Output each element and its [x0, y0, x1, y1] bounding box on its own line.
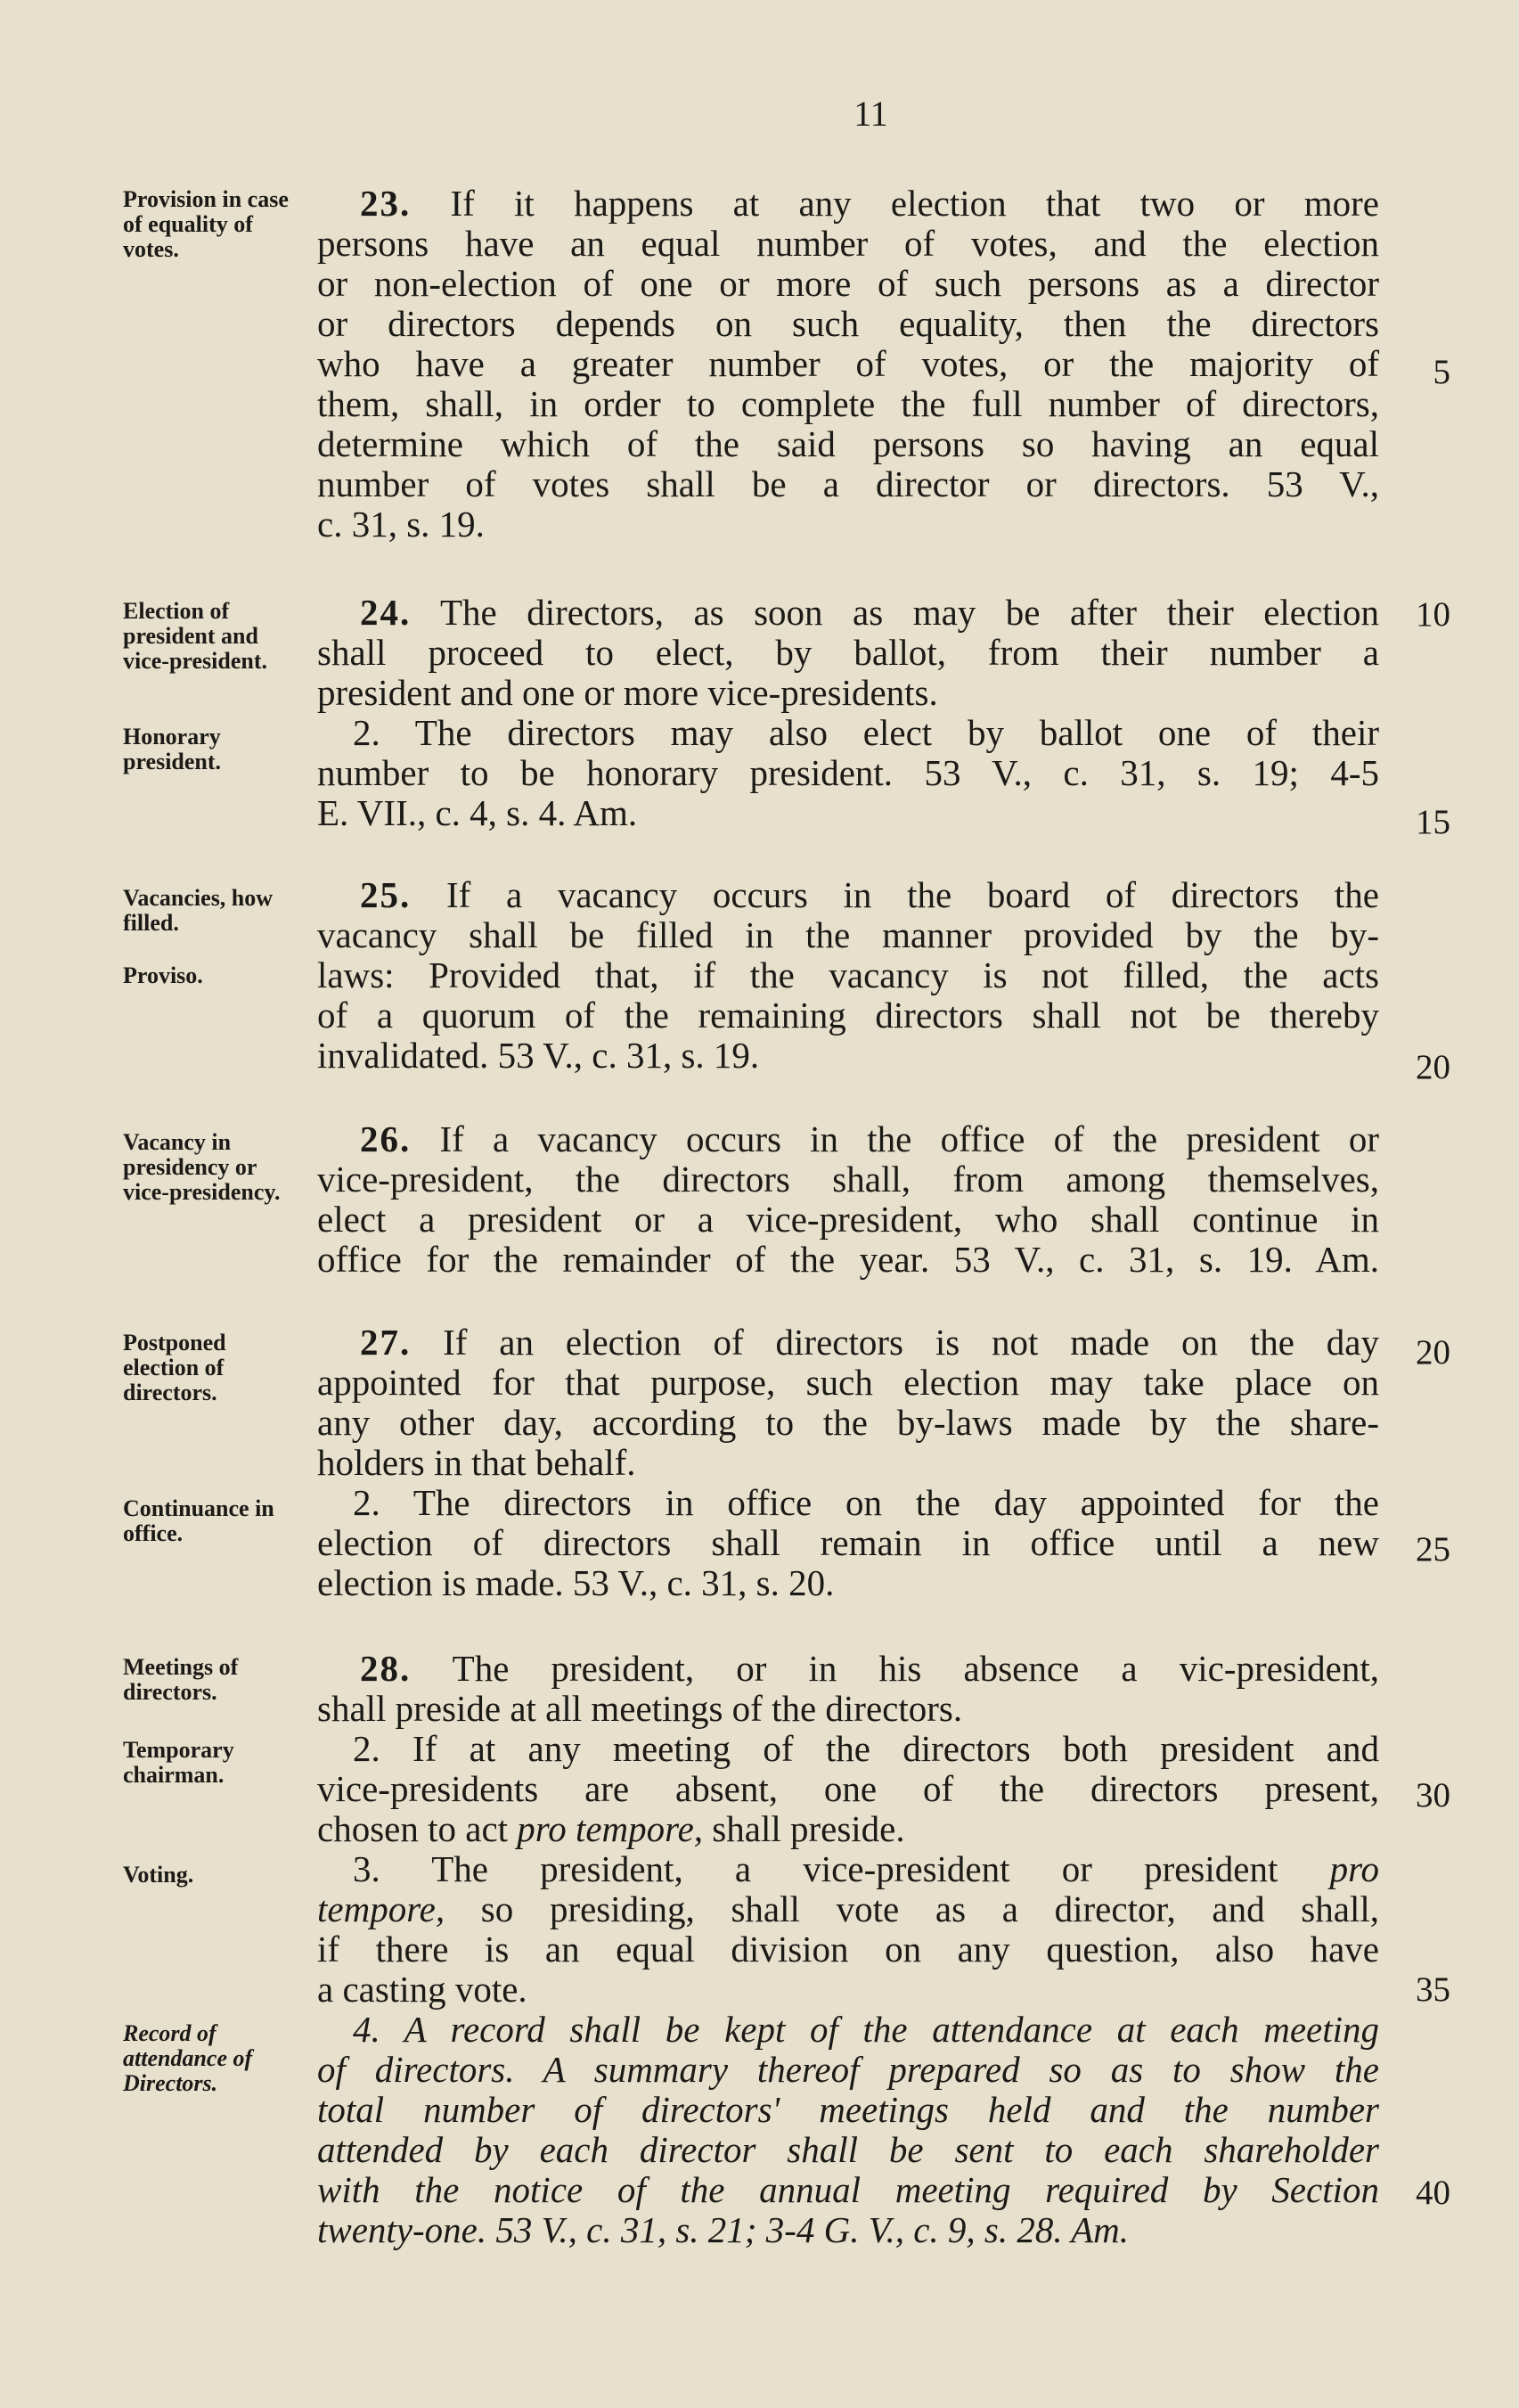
text-line: twenty-one. 53 V., c. 31, s. 21; 3-4 G. V., c. 9, s. 28. Am.	[317, 2209, 1130, 2250]
text-line: chosen to act pro tempore, shall preside.	[317, 1808, 905, 1849]
margin-note-honorary-president: Honorary president.	[123, 724, 222, 774]
text-line: a casting vote.	[317, 1969, 527, 2010]
text-line: shall preside at all meetings of the directors.	[317, 1688, 963, 1729]
margin-note-continuance: Continuance in office.	[123, 1495, 274, 1546]
line-number: 15	[1416, 803, 1450, 841]
text-line: c. 31, s. 19.	[317, 504, 485, 545]
text-line: 4. A record shall be kept of the attendance at each meeting	[353, 2009, 1379, 2050]
line-number: 5	[1433, 353, 1450, 391]
text-line: determine which of the said persons so having an equal	[317, 423, 1379, 464]
text-line: or non-election of one or more of such persons as a director	[317, 263, 1379, 304]
text-line: 25. If a vacancy occurs in the board of directors the	[317, 875, 1379, 915]
text-line: 28. The president, or in his absence a vic-president,	[317, 1649, 1379, 1689]
margin-note-equality-of-votes: Provision in case of equality of votes.	[123, 186, 289, 262]
line-number: 10	[1416, 595, 1450, 634]
text-line: holders in that behalf.	[317, 1442, 636, 1483]
text-line: election is made. 53 V., c. 31, s. 20.	[317, 1562, 835, 1603]
text-line: 2. The directors may also elect by ballot one of their	[353, 712, 1379, 753]
text-line: E. VII., c. 4, s. 4. Am.	[317, 792, 638, 833]
text-line: invalidated. 53 V., c. 31, s. 19.	[317, 1035, 760, 1076]
margin-note-vacancies: Vacancies, how filled.	[123, 885, 274, 936]
text-line: election of directors shall remain in office until a new	[317, 1522, 1379, 1563]
line-number: 35	[1416, 1970, 1450, 2009]
text-line: vice-presidents are absent, one of the directors present,	[317, 1768, 1379, 1809]
line-number: 25	[1416, 1530, 1450, 1568]
line-number: 20	[1416, 1048, 1450, 1086]
text-line: 23. If it happens at any election that two or more	[317, 184, 1379, 224]
text-line: 26. If a vacancy occurs in the office of the president or	[317, 1119, 1379, 1159]
margin-note-voting: Voting.	[123, 1862, 194, 1888]
text-line: vacancy shall be filled in the manner provided by the by-	[317, 914, 1379, 955]
line-number: 20	[1416, 1333, 1450, 1372]
text-line: laws: Provided that, if the vacancy is not filled, the acts	[317, 954, 1379, 995]
section-number: 27.	[360, 1322, 412, 1363]
section-number: 23.	[360, 183, 412, 224]
margin-note-temporary-chairman: Temporary chairman.	[123, 1737, 234, 1788]
text-line: of a quorum of the remaining directors shall not be thereby	[317, 995, 1379, 1036]
text-line: 27. If an election of directors is not made on the day	[317, 1323, 1379, 1363]
section-number: 25.	[360, 874, 412, 915]
text-line: any other day, according to the by-laws made by the share-	[317, 1402, 1379, 1443]
page-number: 11	[853, 94, 888, 134]
margin-note-election-of-president: Election of president and vice-president.	[123, 598, 267, 674]
text-line: if there is an equal division on any question, also have	[317, 1929, 1379, 1970]
text-line: persons have an equal number of votes, and the election	[317, 223, 1379, 264]
text-line: elect a president or a vice-president, who shall continue in	[317, 1199, 1379, 1240]
margin-note-postponed-election: Postponed election of directors.	[123, 1330, 226, 1405]
text-line: 2. If at any meeting of the directors both president and	[353, 1728, 1379, 1769]
text-line: tempore, so presiding, shall vote as a director, and shall,	[317, 1888, 1379, 1929]
margin-note-meetings: Meetings of directors.	[123, 1654, 239, 1705]
text-line: office for the remainder of the year. 53 V., c. 31, s. 19. Am.	[317, 1239, 1379, 1280]
text-line: president and one or more vice-presidents.	[317, 672, 938, 713]
text-line: 24. The directors, as soon as may be after their election	[317, 593, 1379, 633]
text-line: total number of directors' meetings held and the number	[317, 2089, 1379, 2130]
text-line: with the notice of the annual meeting required by Section	[317, 2169, 1379, 2210]
text-line: who have a greater number of votes, or the majority of	[317, 343, 1379, 384]
line-number: 30	[1416, 1776, 1450, 1814]
margin-note-record-attendance: Record of attendance of Directors.	[123, 2020, 253, 2096]
section-number: 24.	[360, 592, 412, 633]
section-number: 26.	[360, 1118, 412, 1159]
text-line: appointed for that purpose, such election may take place on	[317, 1362, 1379, 1403]
margin-note-vacancy-presidency: Vacancy in presidency or vice-presidency.	[123, 1129, 281, 1205]
text-line: 2. The directors in office on the day appointed for the	[353, 1482, 1379, 1523]
text-line: attended by each director shall be sent to each shareholder	[317, 2129, 1379, 2170]
text-line: number to be honorary president. 53 V., c. 31, s. 19; 4-5	[317, 752, 1379, 793]
text-line: 3. The president, a vice-president or president pro	[353, 1848, 1379, 1889]
line-number: 40	[1416, 2174, 1450, 2212]
text-line: shall proceed to elect, by ballot, from their number a	[317, 632, 1379, 673]
text-line: vice-president, the directors shall, from among themselves,	[317, 1159, 1379, 1200]
text-line: of directors. A summary thereof prepared so as to show the	[317, 2049, 1379, 2090]
text-line: them, shall, in order to complete the full number of directors,	[317, 383, 1379, 424]
margin-note-proviso: Proviso.	[123, 962, 203, 988]
section-number: 28.	[360, 1648, 412, 1689]
text-line: or directors depends on such equality, then the directors	[317, 303, 1379, 344]
text-line: number of votes shall be a director or directors. 53 V.,	[317, 463, 1379, 504]
